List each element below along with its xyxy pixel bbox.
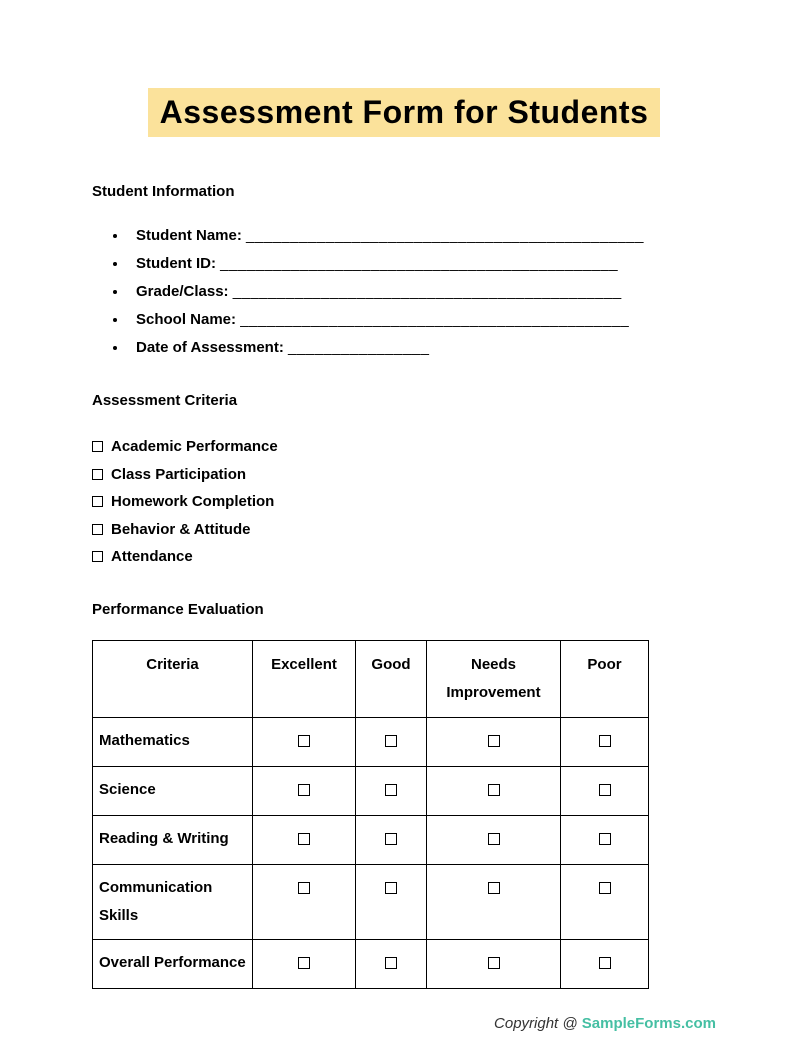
cell-communication-skills-good [356, 864, 427, 939]
criteria-item-class-participation [92, 461, 716, 489]
checkbox-icon[interactable] [298, 833, 310, 845]
criteria-item-label: Behavior & Attitude [111, 520, 251, 538]
checkbox-icon[interactable] [488, 735, 500, 747]
checkbox-icon[interactable] [92, 524, 103, 535]
checkbox-icon[interactable] [92, 441, 103, 452]
checkbox-icon[interactable] [488, 833, 500, 845]
table-row-reading-writing [93, 815, 649, 864]
criteria-item-label: Class Participation [111, 465, 247, 483]
list-item-date-of-assessment [128, 334, 716, 362]
cell-science-good [356, 766, 427, 815]
cell-reading-writing-excellent [253, 815, 356, 864]
checkbox-icon[interactable] [599, 833, 611, 845]
title-wrap [92, 0, 716, 137]
checkbox-icon[interactable] [488, 784, 500, 796]
field-blank-school-name: ____________________________________________ [240, 311, 630, 328]
checkbox-icon[interactable] [92, 551, 103, 562]
performance-evaluation-table [92, 640, 649, 989]
table-header-cell-excellent: Excellent [253, 640, 356, 717]
field-label-school-name: School Name: [136, 311, 237, 328]
checkbox-icon[interactable] [488, 957, 500, 969]
cell-overall-performance-excellent [253, 939, 356, 988]
row-label-reading-writing: Reading & Writing [93, 815, 253, 864]
field-blank-student-name: _____________________________________________ [246, 227, 644, 244]
table-row-overall-performance [93, 939, 649, 988]
section-heading-student-information: Student Information [92, 183, 235, 200]
table-header-row [93, 640, 649, 717]
list-item-student-name [128, 222, 716, 250]
list-item-school-name [128, 306, 716, 334]
field-label-date-of-assessment: Date of Assessment: [136, 339, 284, 356]
cell-mathematics-excellent [253, 717, 356, 766]
criteria-check-list [92, 433, 716, 571]
row-label-communication-skills: Communication Skills [93, 864, 253, 939]
cell-communication-skills-poor [561, 864, 649, 939]
cell-communication-skills-excellent [253, 864, 356, 939]
cell-overall-performance-needs-improvement [427, 939, 561, 988]
criteria-item-label: Academic Performance [111, 438, 278, 455]
table-row-communication-skills [93, 864, 649, 939]
checkbox-icon[interactable] [599, 784, 611, 796]
field-blank-student-id: _____________________________________________ [220, 255, 619, 272]
table-header-cell-good: Good [356, 640, 427, 717]
checkbox-icon[interactable] [385, 882, 397, 894]
table-header-cell-poor: Poor [561, 640, 649, 717]
field-label-student-id: Student ID: [136, 255, 216, 272]
cell-mathematics-good [356, 717, 427, 766]
section-heading-assessment-criteria: Assessment Criteria [92, 392, 238, 409]
cell-reading-writing-good [356, 815, 427, 864]
checkbox-icon[interactable] [385, 784, 397, 796]
checkbox-icon[interactable] [385, 833, 397, 845]
list-item-grade-class [128, 278, 716, 306]
checkbox-icon[interactable] [599, 735, 611, 747]
student-info-list [128, 222, 716, 362]
field-label-student-name: Student Name: [136, 227, 242, 244]
checkbox-icon[interactable] [298, 784, 310, 796]
cell-overall-performance-good [356, 939, 427, 988]
footer-copyright: Copyright @ [494, 1014, 582, 1032]
checkbox-icon[interactable] [385, 735, 397, 747]
cell-reading-writing-needs-improvement [427, 815, 561, 864]
section-heading-performance-evaluation: Performance Evaluation [92, 600, 264, 618]
field-label-grade-class: Grade/Class: [136, 283, 229, 300]
row-label-mathematics: Mathematics [93, 717, 253, 766]
cell-reading-writing-poor [561, 815, 649, 864]
criteria-item-academic-performance [92, 433, 716, 461]
field-blank-grade-class: ____________________________________________ [232, 283, 622, 300]
table-row-science [93, 766, 649, 815]
criteria-item-label: Attendance [111, 548, 193, 565]
checkbox-icon[interactable] [92, 496, 103, 507]
cell-science-poor [561, 766, 649, 815]
table-row-mathematics [93, 717, 649, 766]
cell-science-needs-improvement [427, 766, 561, 815]
criteria-item-homework-completion [92, 488, 716, 516]
checkbox-icon[interactable] [298, 957, 310, 969]
checkbox-icon[interactable] [488, 882, 500, 894]
checkbox-icon[interactable] [385, 957, 397, 969]
criteria-item-behavior-attitude [92, 516, 716, 544]
checkbox-icon[interactable] [599, 957, 611, 969]
criteria-item-label: Homework Completion [111, 493, 275, 510]
checkbox-icon[interactable] [298, 882, 310, 894]
cell-mathematics-needs-improvement [427, 717, 561, 766]
criteria-item-attendance [92, 543, 716, 571]
field-blank-date-of-assessment: ________________ [288, 339, 430, 356]
cell-mathematics-poor [561, 717, 649, 766]
page-title: Assessment Form for Students [148, 88, 661, 137]
cell-overall-performance-poor [561, 939, 649, 988]
row-label-science: Science [93, 766, 253, 815]
row-label-overall-performance: Overall Performance [93, 939, 253, 988]
table-header-cell-needs-improvement: Needs Improvement [427, 640, 561, 717]
footer-brand-link[interactable]: SampleForms.com [581, 1014, 716, 1032]
table-header-cell-criteria: Criteria [93, 640, 253, 717]
checkbox-icon[interactable] [599, 882, 611, 894]
list-item-student-id [128, 250, 716, 278]
cell-science-excellent [253, 766, 356, 815]
cell-communication-skills-needs-improvement [427, 864, 561, 939]
checkbox-icon[interactable] [92, 469, 103, 480]
footer [92, 1015, 716, 1032]
checkbox-icon[interactable] [298, 735, 310, 747]
